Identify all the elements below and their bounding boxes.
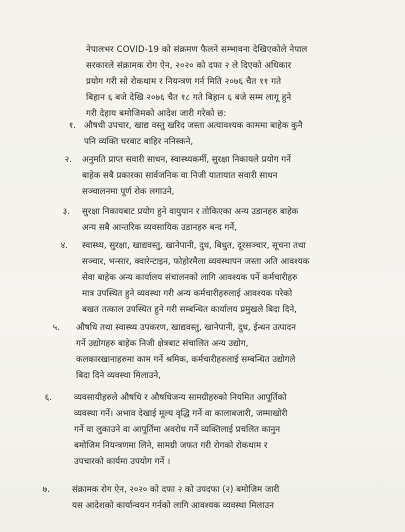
intro-line: प्रयोग गरी सो रोकथाम र नियन्त्रण गर्न मिति २०७६ चैत ११ गते — [86, 77, 282, 87]
item-line: सेवा बाहेक अन्य कार्यालय संचालनको लागि आवश्यक पर्ने कर्मचारीहरु — [82, 273, 298, 283]
item-text — [74, 390, 394, 470]
item-number: ५. — [52, 323, 60, 333]
item-line: मात्र उपस्थित हुने व्यवस्था गरी अन्य कर्मचारीहरुलाई आवश्यक परेको — [82, 289, 293, 299]
intro-line: सरकारले संक्रामक रोग ऐन, २०२० को दफा २ ले दिएको अधिकार — [86, 61, 292, 71]
item-line: बिदा दिने व्यवस्था मिलाउने, — [76, 371, 161, 381]
item-line: गर्ने वा लुकाउने वा आपूर्तिमा अवरोध गर्ने व्यक्तिलाई प्रचलित कानुन — [74, 425, 281, 435]
item-number: ६. — [44, 393, 52, 403]
item-line: कलकारखानाहरुमा काम गर्ने श्रमिक, कर्मचारीहरुलाई सम्बन्धित उद्योगले — [76, 355, 296, 365]
item-number: १. — [68, 121, 76, 131]
item-line: संक्रामक रोग ऐन, २०२० को दफा २ को उपदफा (२) बमोजिम जारी — [72, 485, 280, 495]
item-line: औषधी उपचार, खाद्य वस्तु खरिद जस्ता अत्यावश्यक काममा बाहेक कुनै — [84, 121, 303, 131]
item-number: २. — [64, 155, 72, 165]
item-line: सुरक्षा निकायबाट प्रयोग हुने वायुयान र तोकिएका अन्य उडानहरु बाहेक — [82, 207, 299, 217]
item-line: स्वास्थ्य, सुरक्षा, खाद्यवस्तु, खानेपानी, दुध, बिधुत, दूरसञ्चार, सूचना तथा — [82, 241, 306, 251]
item-line: औषधि तथा स्वास्थ्य उपकरण, खाद्यवस्तु, खानेपानी, दुध, ईन्धन उत्पादन — [76, 323, 296, 333]
item-text — [84, 118, 394, 150]
intro-line: नेपालभर COVID-19 को संक्रमण फैलने सम्भावना देखिएकोले नेपाल — [86, 45, 308, 55]
item-line: व्यवस्था गर्ने। अभाव देखाई मूल्य वृद्धि गर्ने वा कालाबजारी, जम्माखोरी — [74, 409, 288, 419]
item-line: सञ्चालनमा पूर्ण रोक लगाउने, — [82, 187, 175, 197]
intro-paragraph — [86, 42, 386, 122]
item-line: बाहेक सबै प्रकारका सार्वजनिक वा निजी यातायात सवारी साधन — [82, 171, 278, 181]
item-line: अनुमति प्राप्त सवारी साधन, स्वास्थ्यकर्मी, सुरक्षा निकायले प्रयोग गर्ने — [82, 155, 291, 165]
item-text — [72, 482, 394, 514]
item-line: अन्य सबै आन्तरिक व्यवसायिक उडानहरु बन्द गर्ने, — [82, 223, 237, 233]
item-line: पनि व्यक्ति घरबाट बाहिर ननिस्कने, — [84, 137, 194, 147]
item-number: ७. — [42, 485, 50, 495]
item-number: ४. — [60, 241, 68, 251]
intro-line: गरी देहाय बमोजिमको आदेश जारी गरेको छ: — [86, 109, 227, 119]
intro-line: बिहान ६ बजे देखि २०७६ चैत १८ गते बिहान ६ बजे सम्म लागू हुने — [86, 93, 292, 103]
item-line: बमोजिम नियन्त्रणमा लिने, सामग्री जफत गरी रोगको रोकथाम र — [74, 441, 268, 451]
item-line: गर्ने उद्योगहरु बाहेक निजी क्षेत्रबाट संचालित अन्य उद्योग, — [76, 339, 249, 349]
item-text — [82, 152, 394, 200]
item-line: यस आदेशको कार्यान्वयन गर्नको लागि आवश्यक व्यवस्था मिलाउन — [72, 501, 274, 511]
item-text — [82, 204, 394, 236]
item-text — [82, 238, 394, 318]
item-line: उपचारको कार्यमा उपयोग गर्ने । — [74, 457, 171, 467]
item-text — [76, 320, 394, 384]
item-number: ३. — [62, 207, 70, 217]
item-line: व्यवसायीहरुले औषधि र औषधिजन्य सामग्रीहरुको नियमित आपूर्तिको — [74, 393, 287, 403]
item-line: सञ्चार, भन्सार, क्वारेन्टाइन, फोहोरमैला व्यवस्थापन जस्ता अति आवश्यक — [82, 257, 310, 267]
item-line: बखत तत्काल उपस्थित हुने गरी सम्बन्धित कार्यालय प्रमुखले बिदा दिने, — [82, 305, 297, 315]
